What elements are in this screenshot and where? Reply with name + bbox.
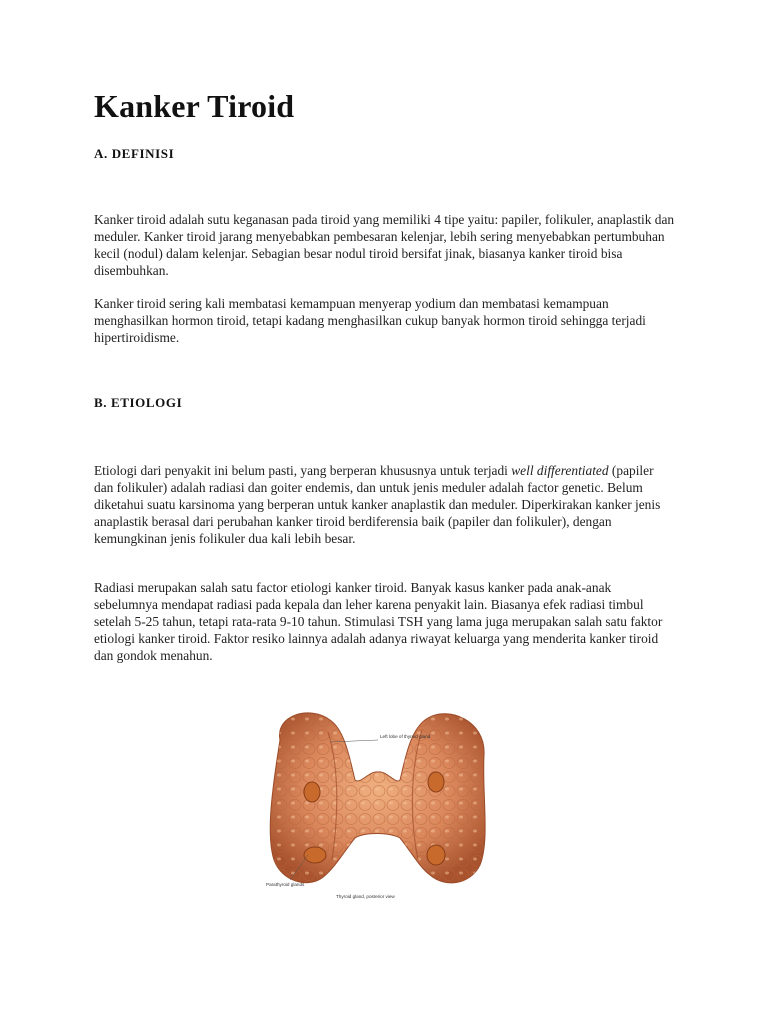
figure-caption: Thyroid gland, posterior view (336, 894, 395, 899)
parathyroid-nodule-lower-left (304, 847, 326, 863)
paragraph-etiologi-1-start: Etiologi dari penyakit ini belum pasti, yang berperan khususnya untuk terjadi (94, 463, 512, 478)
paragraph-etiologi-1-end: (papiler dan folikuler) adalah radiasi dan goiter endemis, dan untuk jenis meduler adalah factor genetic. Belum diketahui suatu karsinoma yang berperan untuk kanker anaplastik dan meduler. Diperkirakan kanker jenis anaplastik berasal dari perubahan kanker tiroid berdiferensia baik (papiler dan folikuler), dengan kemungkinan jenis folikuler dua kali lebih besar. (94, 463, 661, 546)
paragraph-definisi-1: Kanker tiroid adalah sutu keganasan pada tiroid yang memiliki 4 tipe yaitu: papiler, folikuler, anaplastik dan meduler. Kanker tiroid jarang menyebabkan pembesaran kelenjar, lebih sering menyebabkan pertumbuhan kecil (nodul) dalam kelenjar. Sebagian besar nodul tiroid bersifat jinak, biasanya kanker tiroid bisa disembuhkan. (94, 212, 675, 278)
parathyroid-nodule-upper-right (428, 772, 444, 792)
page-title: Kanker Tiroid (94, 88, 295, 124)
gland-texture (270, 713, 485, 883)
thyroid-gland-illustration (260, 700, 494, 904)
paragraph-etiologi-1 (94, 462, 676, 547)
label-parathyroid: Parathyroid glands (266, 882, 305, 887)
section-heading-etiologi: B. ETIOLOGI (94, 395, 183, 410)
parathyroid-nodule-upper-left (304, 782, 320, 802)
paragraph-definisi-2: Kanker tiroid sering kali membatasi kemampuan menyerap yodium dan membatasi kemampuan menghasilkan hormon tiroid, tetapi kadang menghasilkan cukup banyak hormon tiroid sehingga terjadi hipertiroidisme. (94, 296, 646, 345)
section-heading-definisi: A. DEFINISI (94, 146, 175, 161)
label-left-lobe: Left lobe of thyroid gland (380, 734, 431, 739)
paragraph-etiologi-2: Radiasi merupakan salah satu factor etiologi kanker tiroid. Banyak kasus kanker pada anak-anak sebelumnya mendapat radiasi pada kepala dan leher karena penyakit lain. Biasanya efek radiasi timbul setelah 5-25 tahun, tetapi rata-rata 9-10 tahun. Stimulasi TSH yang lama juga merupakan salah satu faktor etiologi kanker tiroid. Faktor resiko lainnya adalah adanya riwayat keluarga yang menderita kanker tiroid dan gondok menahun. (94, 580, 663, 663)
thyroid-drawing (260, 700, 494, 904)
paragraph-etiologi-1-italic: well differentiated (511, 463, 609, 478)
parathyroid-nodule-lower-right (427, 845, 445, 865)
